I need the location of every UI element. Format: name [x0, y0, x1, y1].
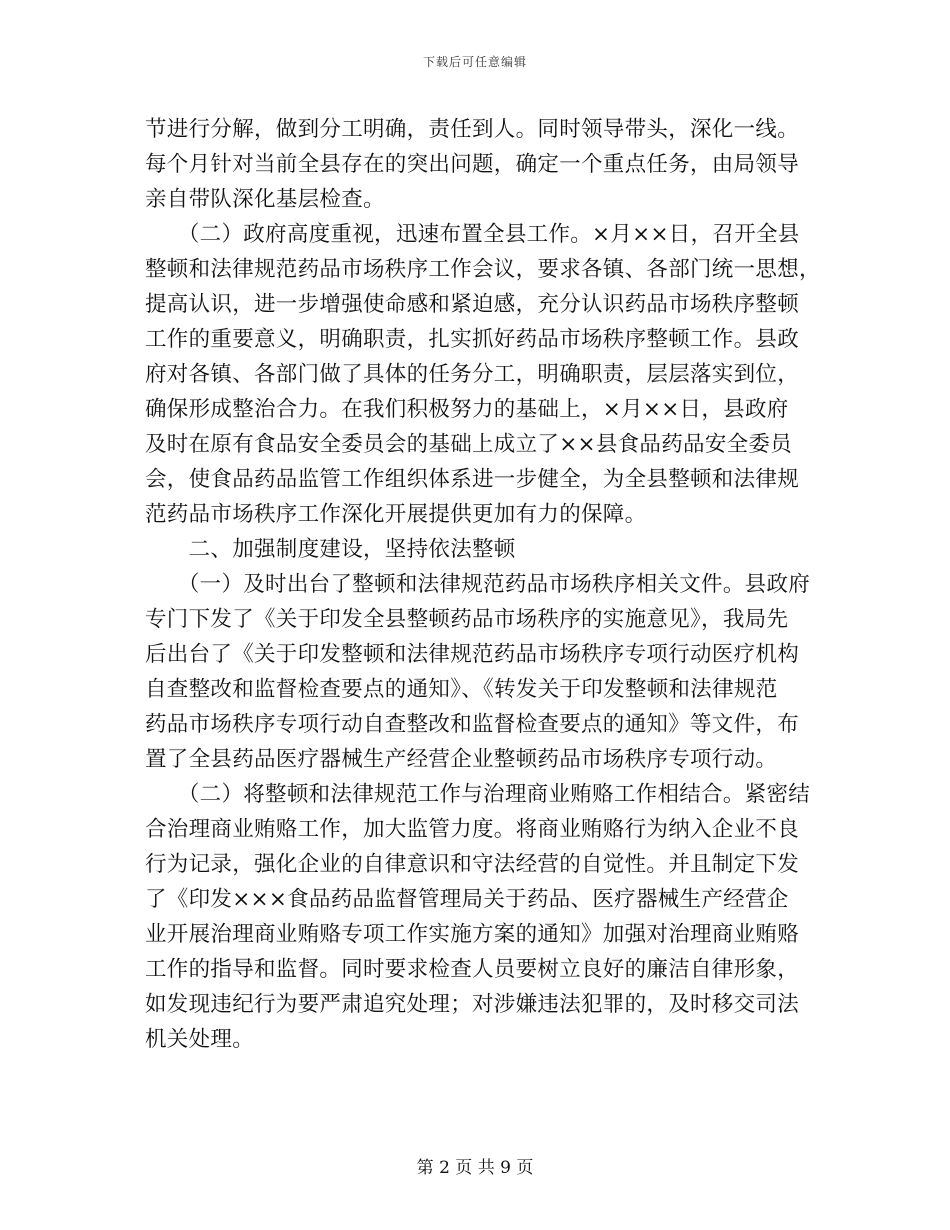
text-line: 整顿和法律规范药品市场秩序工作会议，要求各镇、各部门统一思想，	[145, 257, 821, 282]
page-header: 下载后可任意编辑	[422, 55, 527, 69]
text-line: 工作的指导和监督。同时要求检查人员要树立良好的廉洁自律形象，	[145, 957, 800, 982]
text-line: 置了全县药品医疗器械生产经营企业整顿药品市场秩序专项行动。	[145, 747, 778, 772]
text-line: 机关处理。	[145, 1027, 255, 1052]
text-line: 专门下发了《关于印发全县整顿药品市场秩序的实施意见》，我局先	[145, 607, 789, 632]
text-line: 业开展治理商业贿赂专项工作实施方案的通知》加强对治理商业贿赂	[145, 922, 800, 947]
text-line: 亲自带队深化基层检查。	[145, 187, 385, 212]
text-line: 每个月针对当前全县存在的突出问题，确定一个重点任务，由局领导	[145, 152, 800, 177]
text-line: 范药品市场秩序工作深化开展提供更加有力的保障。	[145, 502, 647, 527]
text-line: 自查整改和监督检查要点的通知》、《转发关于印发整顿和法律规范	[145, 677, 778, 702]
text-line: 了《印发×××食品药品监督管理局关于药品、医疗器械生产经营企	[145, 887, 789, 912]
text-line: 提高认识，进一步增强使命感和紧迫感，充分认识药品市场秩序整顿	[145, 292, 800, 317]
text-line: （二）政府高度重视，迅速布置全县工作。×月××日，召开全县	[145, 222, 800, 247]
text-line: 工作的重要意义，明确职责，扎实抓好药品市场秩序整顿工作。县政	[145, 327, 800, 352]
text-line: 药品市场秩序专项行动自查整改和监督检查要点的通知》等文件，布	[145, 712, 800, 737]
text-line: 府对各镇、各部门做了具体的任务分工，明确职责，层层落实到位，	[145, 362, 800, 387]
page-number: 第 2 页 共 9 页	[416, 1158, 534, 1178]
text-line: 确保形成整治合力。在我们积极努力的基础上，×月××日，县政府	[145, 397, 789, 422]
document-body	[145, 112, 821, 1057]
text-line: 及时在原有食品安全委员会的基础上成立了××县食品药品安全委员	[145, 432, 793, 457]
text-line: 后出台了《关于印发整顿和法律规范药品市场秩序专项行动医疗机构	[145, 642, 800, 667]
text-line: 会，使食品药品监管工作组织体系进一步健全，为全县整顿和法律规	[145, 467, 800, 492]
text-line: 合治理商业贿赂工作，加大监管力度。将商业贿赂行为纳入企业不良	[145, 817, 800, 842]
section-heading: 二、加强制度建设，坚持依法整顿	[145, 537, 516, 562]
text-line: 行为记录，强化企业的自律意识和守法经营的自觉性。并且制定下发	[145, 852, 800, 877]
text-line: （二）将整顿和法律规范工作与治理商业贿赂工作相结合。紧密结	[145, 782, 811, 807]
text-line: 节进行分解，做到分工明确，责任到人。同时领导带头，深化一线。	[145, 117, 800, 142]
text-line: 如发现违纪行为要严肃追究处理；对涉嫌违法犯罪的，及时移交司法	[145, 992, 800, 1017]
text-line: （一）及时出台了整顿和法律规范药品市场秩序相关文件。县政府	[145, 572, 811, 597]
